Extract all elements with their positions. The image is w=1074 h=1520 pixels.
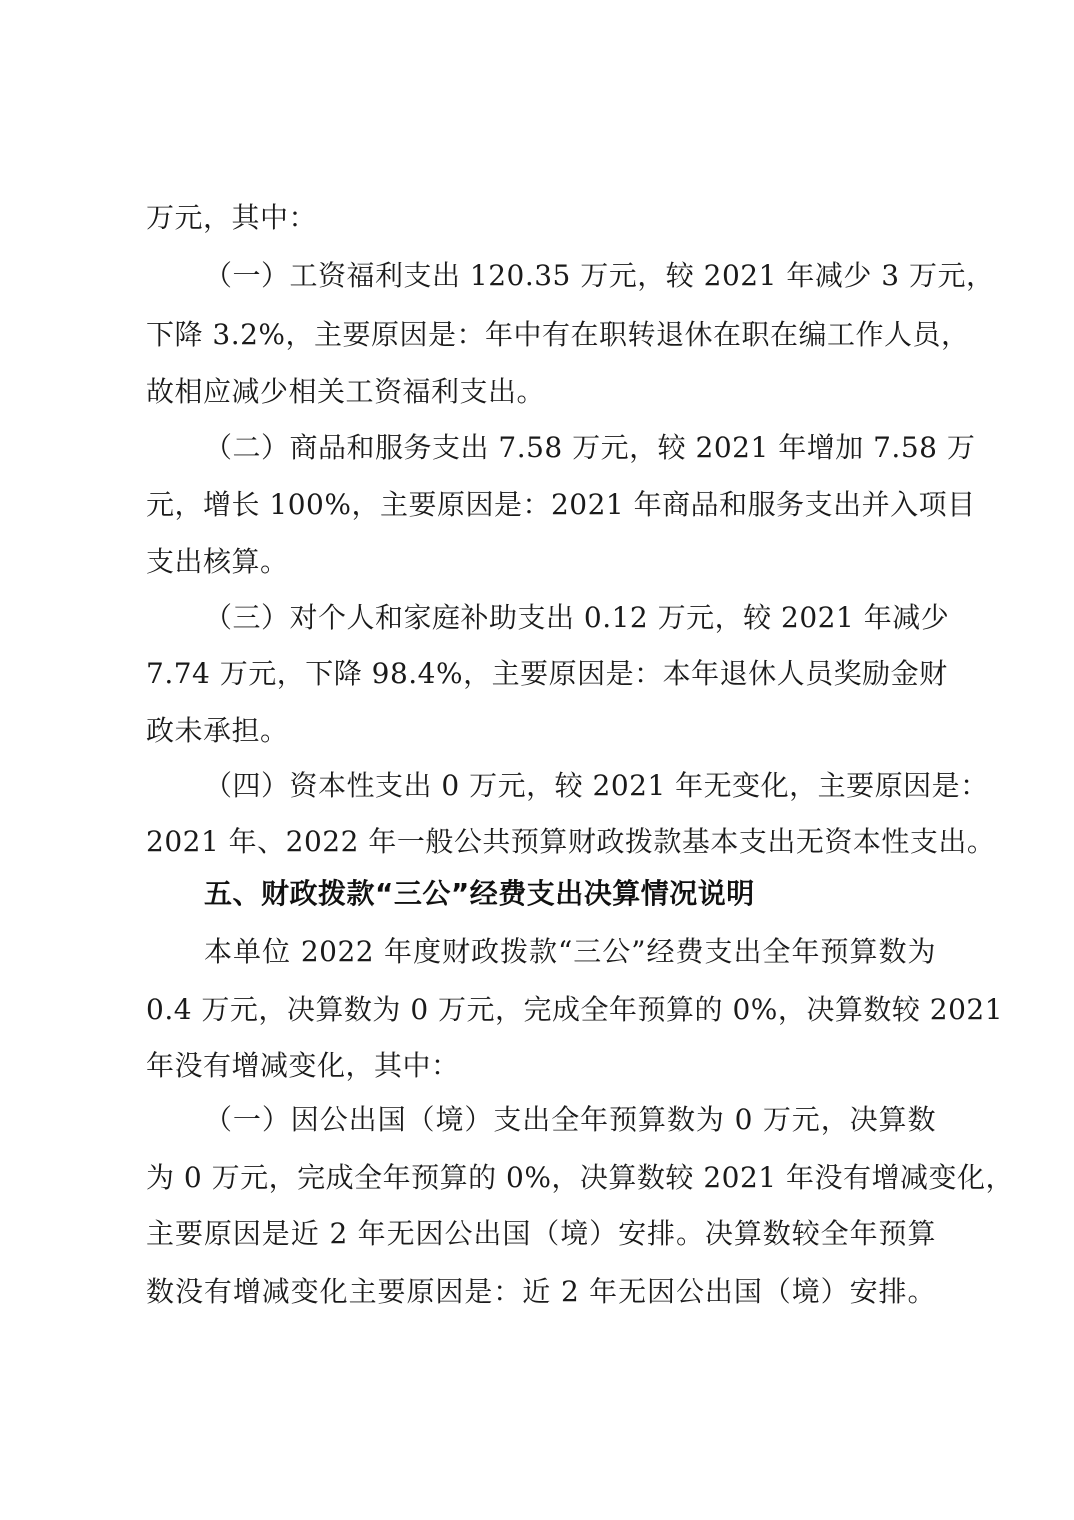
text-line-1: 万元，其中：: [146, 201, 318, 234]
text-line-17: （一）因公出国（境）支出全年预算数为 0 万元，决算数: [204, 1103, 936, 1136]
text-line-11: （四）资本性支出 0 万元，较 2021 年无变化，主要原因是：: [204, 769, 989, 802]
text-line-20: 数没有增减变化主要原因是：近 2 年无因公出国（境）安排。: [146, 1275, 936, 1308]
section-heading: 五、财政拨款“三公”经费支出决算情况说明: [204, 877, 755, 910]
text-line-7: 支出核算。: [146, 545, 289, 578]
text-line-2: （一）工资福利支出 120.35 万元，较 2021 年减少 3 万元，: [204, 259, 995, 292]
text-line-19: 主要原因是近 2 年无因公出国（境）安排。决算数较全年预算: [146, 1217, 936, 1250]
text-line-14: 本单位 2022 年度财政拨款“三公”经费支出全年预算数为: [204, 935, 936, 968]
text-line-12: 2021 年、2022 年一般公共预算财政拨款基本支出无资本性支出。: [146, 825, 996, 858]
text-line-6: 元，增长 100%，主要原因是：2021 年商品和服务支出并入项目: [146, 488, 976, 521]
text-line-9: 7.74 万元，下降 98.4%，主要原因是：本年退休人员奖励金财: [146, 657, 948, 690]
text-line-15: 0.4 万元，决算数为 0 万元，完成全年预算的 0%，决算数较 2021: [146, 993, 1004, 1026]
text-line-4: 故相应减少相关工资福利支出。: [146, 375, 546, 408]
text-line-5: （二）商品和服务支出 7.58 万元，较 2021 年增加 7.58 万: [204, 431, 976, 464]
text-line-16: 年没有增减变化，其中：: [146, 1049, 460, 1082]
text-line-3: 下降 3.2%，主要原因是：年中有在职转退休在职在编工作人员，: [146, 318, 970, 351]
text-line-10: 政未承担。: [146, 714, 289, 747]
text-line-18: 为 0 万元，完成全年预算的 0%，决算数较 2021 年没有增减变化，: [146, 1161, 1014, 1194]
text-line-8: （三）对个人和家庭补助支出 0.12 万元，较 2021 年减少: [204, 601, 950, 634]
